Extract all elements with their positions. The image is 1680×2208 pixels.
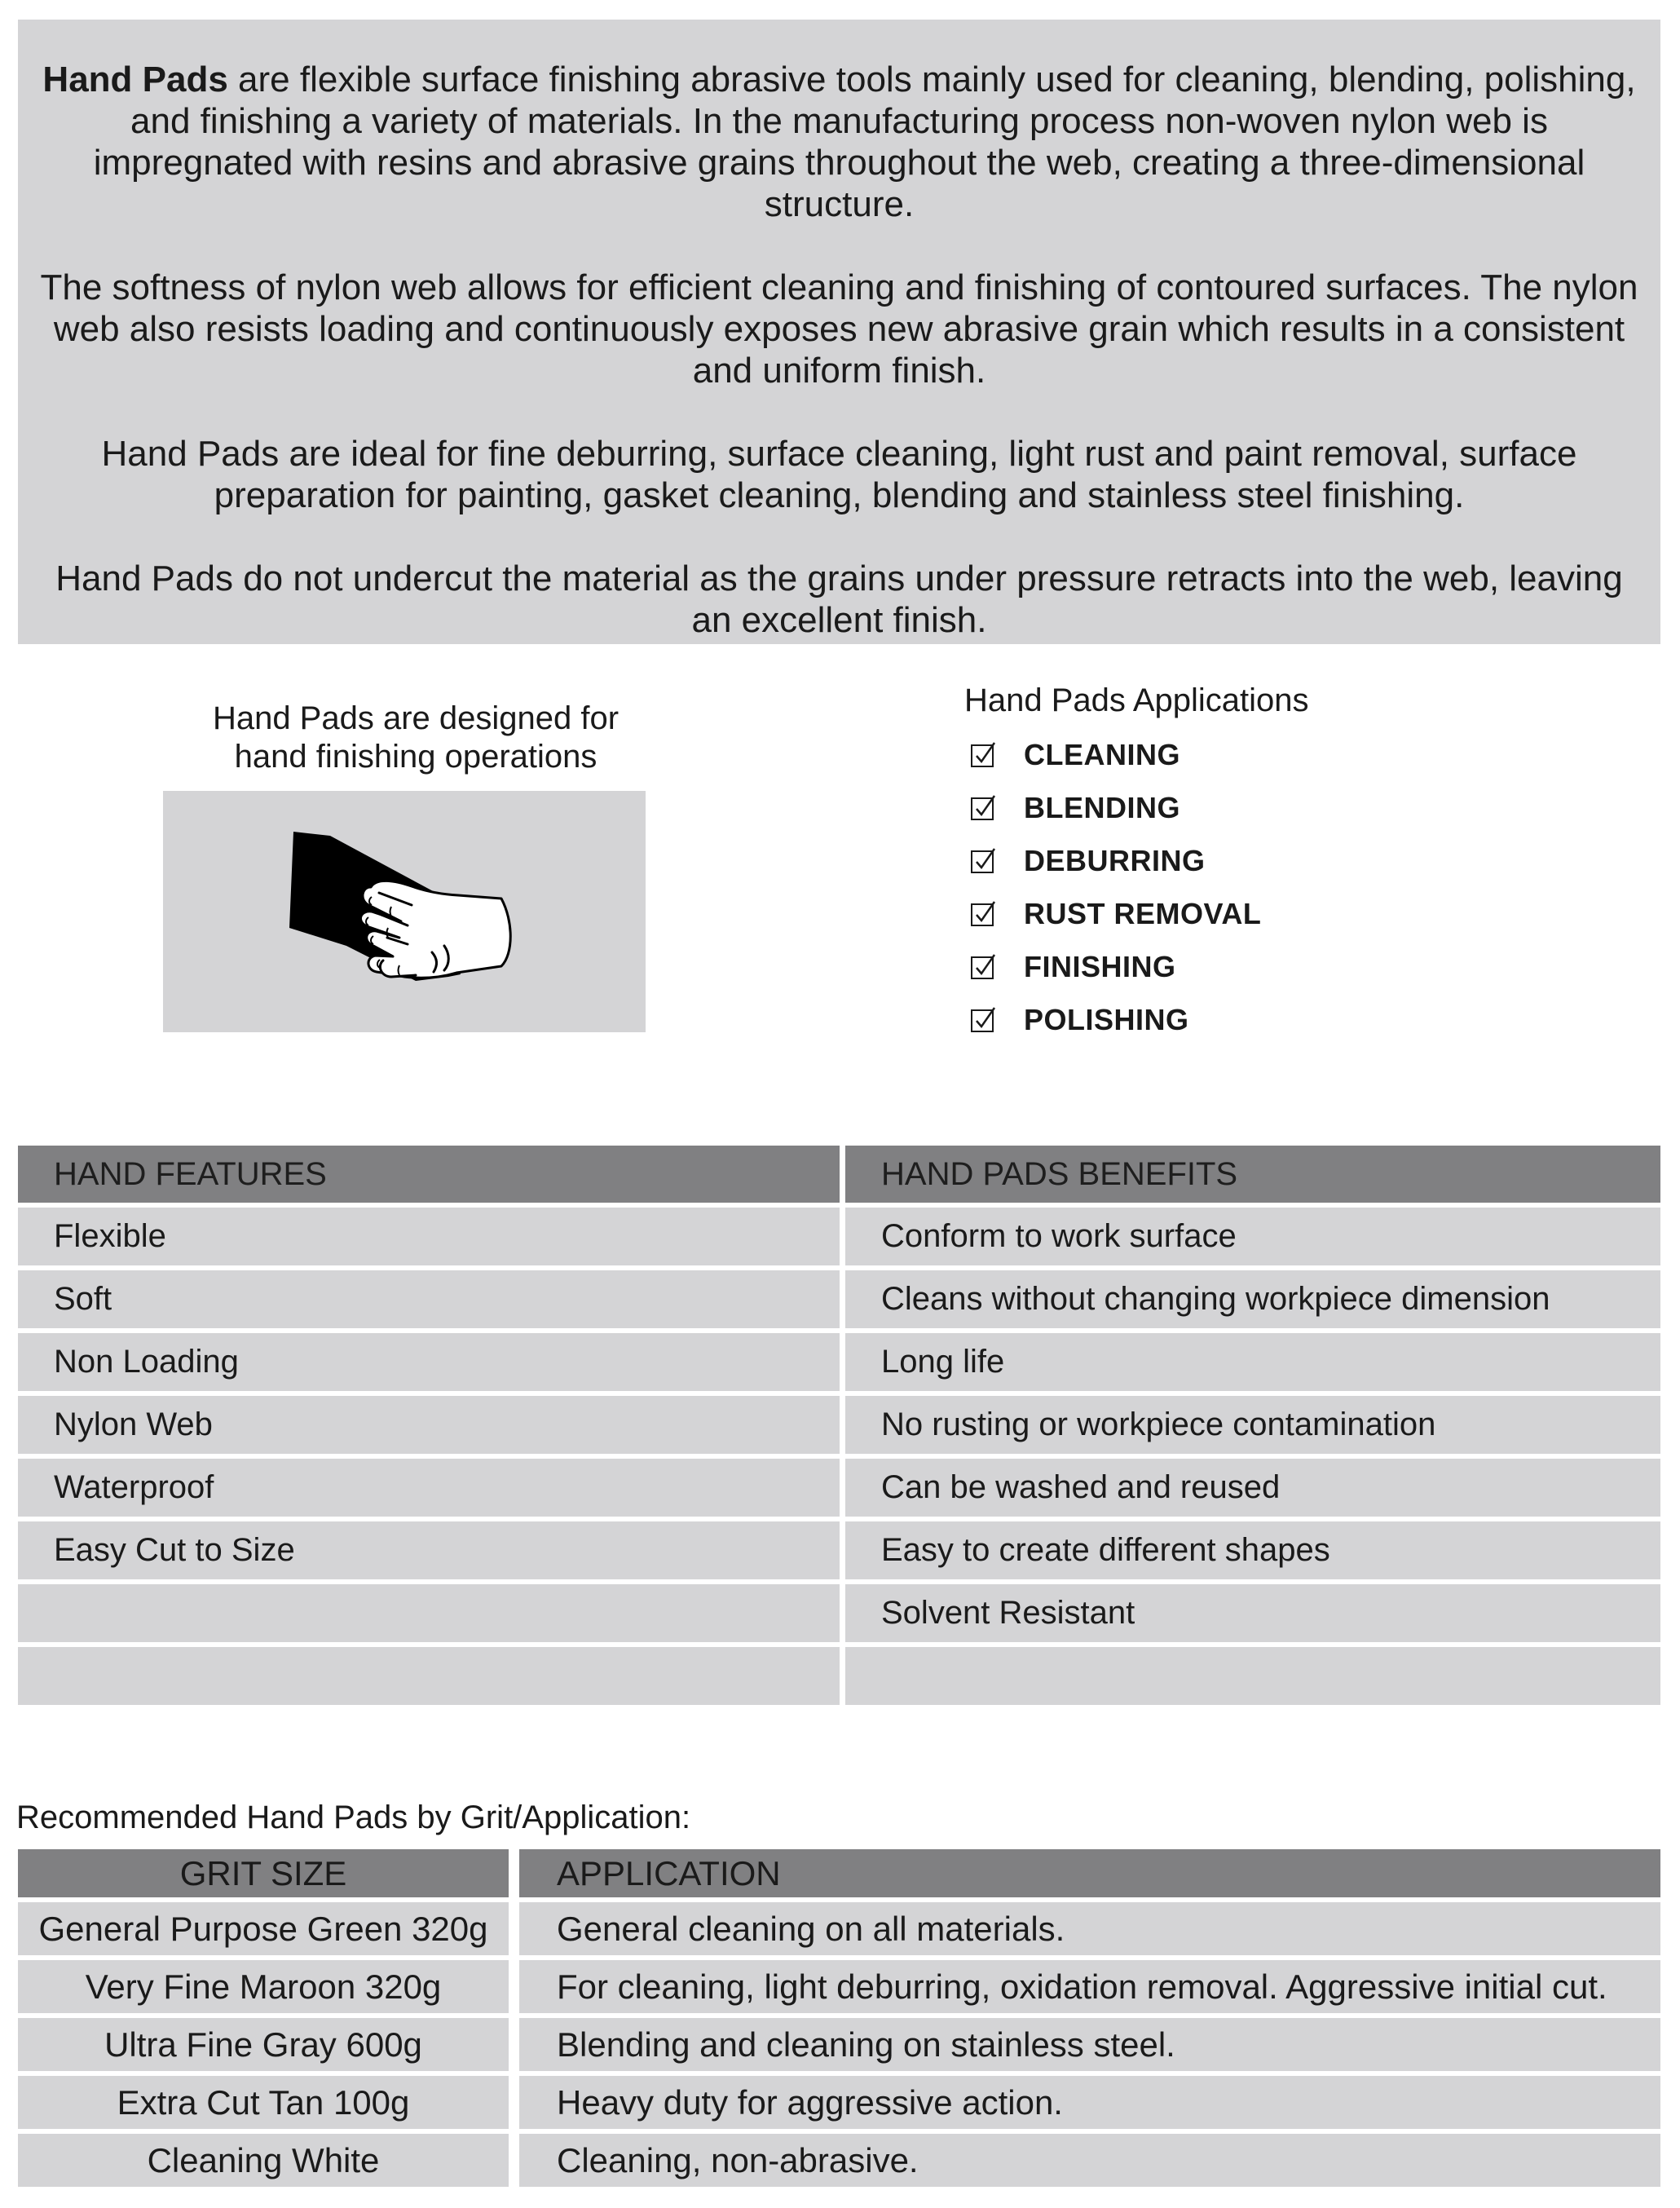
grit-cell: General Purpose Green 320g: [18, 1902, 509, 1955]
grit-table: [18, 1849, 1660, 2192]
grit-cell: Extra Cut Tan 100g: [18, 2076, 509, 2129]
table-row: [18, 1902, 1660, 1955]
table-row: Long life: [845, 1333, 1660, 1391]
application-cell: For cleaning, light deburring, oxidation removal. Aggressive initial cut.: [519, 1960, 1660, 2013]
table-row: [18, 1960, 1660, 2013]
table-row: [18, 2076, 1660, 2129]
intro-panel: [18, 20, 1660, 644]
checked-box-icon: [970, 847, 998, 875]
intro-paragraph-1: [34, 59, 1644, 225]
recommended-title: Recommended Hand Pads by Grit/Application:: [16, 1800, 691, 1835]
list-item: [970, 887, 1261, 940]
grit-table-header: [18, 1849, 1660, 1897]
applications-title: Hand Pads Applications: [964, 682, 1309, 718]
application-label: DEBURRING: [1024, 843, 1206, 877]
application-label: POLISHING: [1024, 1002, 1189, 1036]
table-row: No rusting or workpiece contamination: [845, 1396, 1660, 1454]
list-item: [970, 834, 1261, 887]
table-row: Flexible: [18, 1208, 840, 1265]
table-row: Waterproof: [18, 1459, 840, 1517]
table-row: [18, 2134, 1660, 2187]
hand-on-pad-illustration: [163, 791, 646, 1032]
features-header: HAND FEATURES: [18, 1146, 840, 1203]
table-row: [18, 1647, 840, 1705]
table-row: Can be washed and reused: [845, 1459, 1660, 1517]
benefits-table: [845, 1146, 1660, 1710]
designed-caption: [163, 700, 668, 776]
hand-pad-illustration: [163, 791, 646, 1032]
table-row: Non Loading: [18, 1333, 840, 1391]
list-item: [970, 781, 1261, 834]
grit-cell: Very Fine Maroon 320g: [18, 1960, 509, 2013]
intro-paragraph-3: Hand Pads are ideal for fine deburring, surface cleaning, light rust and paint removal, surface preparation for painting, gasket cleaning, blending and stainless steel finishing.: [101, 434, 1577, 515]
checked-box-icon: [970, 900, 998, 928]
table-row: Easy to create different shapes: [845, 1521, 1660, 1579]
applications-list: [970, 728, 1261, 1046]
list-item: [970, 993, 1261, 1046]
list-item: [970, 728, 1261, 781]
table-row: [845, 1647, 1660, 1705]
table-row: Cleans without changing workpiece dimension: [845, 1270, 1660, 1328]
list-item: [970, 940, 1261, 993]
designed-caption-line-1: Hand Pads are designed for: [212, 700, 620, 736]
application-label: RUST REMOVAL: [1024, 896, 1262, 930]
table-row: Conform to work surface: [845, 1208, 1660, 1265]
application-label: FINISHING: [1024, 949, 1176, 983]
table-row: Soft: [18, 1270, 840, 1328]
checked-box-icon: [970, 953, 998, 981]
designed-caption-line-2: hand finishing operations: [234, 739, 597, 775]
table-row: [18, 1584, 840, 1642]
grit-cell: Ultra Fine Gray 600g: [18, 2018, 509, 2071]
application-cell: Cleaning, non-abrasive.: [519, 2134, 1660, 2187]
application-header: APPLICATION: [519, 1849, 1660, 1897]
table-row: [18, 2018, 1660, 2071]
intro-paragraph-4: Hand Pads do not undercut the material as the grains under pressure retracts into the web, leaving an excellent finish.: [55, 559, 1623, 640]
table-row: Nylon Web: [18, 1396, 840, 1454]
grit-cell: Cleaning White: [18, 2134, 509, 2187]
checked-box-icon: [970, 741, 998, 769]
intro-bold-term: Hand Pads: [42, 60, 228, 99]
application-label: BLENDING: [1024, 790, 1180, 824]
application-cell: Heavy duty for aggressive action.: [519, 2076, 1660, 2129]
intro-paragraph-2: The softness of nylon web allows for efficient cleaning and finishing of contoured surfaces. The nylon web also resists loading and continuously exposes new abrasive grain which results in a consistent and uniform finish.: [40, 267, 1638, 391]
checked-box-icon: [970, 1006, 998, 1034]
application-cell: Blending and cleaning on stainless steel.: [519, 2018, 1660, 2071]
table-row: Solvent Resistant: [845, 1584, 1660, 1642]
application-cell: General cleaning on all materials.: [519, 1902, 1660, 1955]
features-table: [18, 1146, 840, 1710]
checked-box-icon: [970, 794, 998, 822]
table-row: Easy Cut to Size: [18, 1521, 840, 1579]
intro-text-1: are flexible surface finishing abrasive tools mainly used for cleaning, blending, polishing, and finishing a variety of materials. In the manufacturing process non-woven nylon web is impregnated with resins and abrasive grains throughout the web, creating a three-dimensional structure.: [93, 60, 1636, 224]
grit-size-header: GRIT SIZE: [18, 1849, 509, 1897]
application-label: CLEANING: [1024, 737, 1180, 771]
benefits-header: HAND PADS BENEFITS: [845, 1146, 1660, 1203]
